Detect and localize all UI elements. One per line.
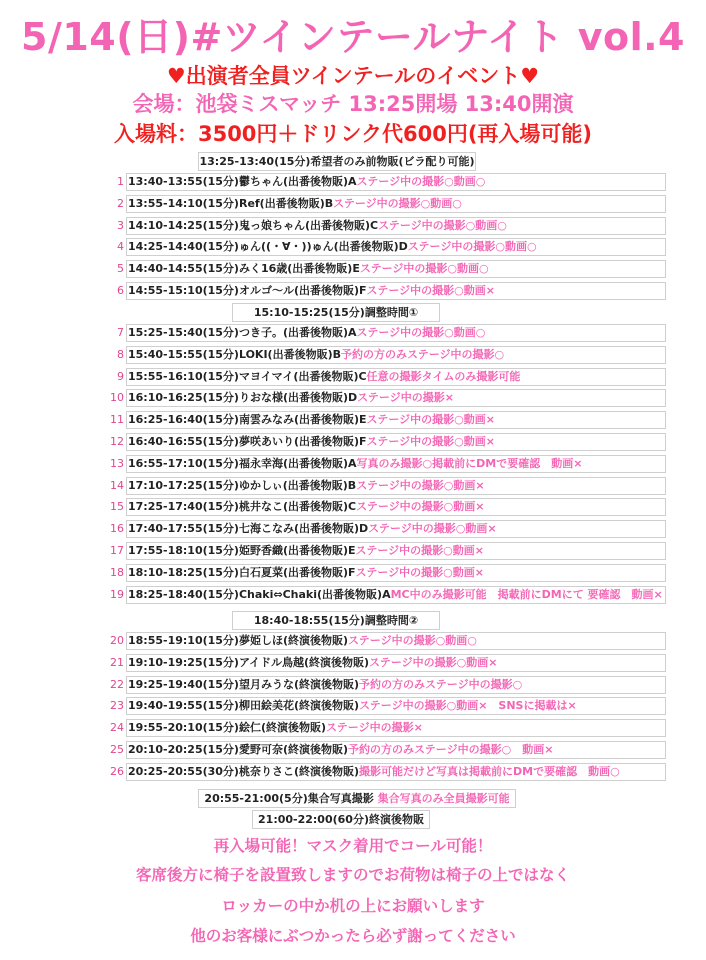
- slot-text: [128, 741, 553, 759]
- photo-policy: 予約の方のみステージ中の撮影○: [341, 347, 505, 361]
- performer-name: 南雲みなみ(出番後物販)E: [238, 413, 367, 427]
- schedule-row: [0, 632, 706, 650]
- slot-time: 19:10-19:25(15分): [128, 655, 239, 669]
- performer-name: ゆかしぃ(出番後物販)B: [238, 478, 357, 492]
- adjust-time-1: 15:10-15:25(15分)調整時間①: [232, 303, 440, 322]
- slot-time: 16:55-17:10(15分): [128, 456, 239, 470]
- slot-text: [128, 324, 485, 342]
- performer-name: ゅん((・∀・))ゅん(出番後物販)D: [238, 240, 408, 254]
- slot-text: [128, 498, 484, 516]
- footer-line-1: 再入場可能！マスク着用でコール可能！: [213, 837, 493, 855]
- schedule-row: [0, 676, 706, 694]
- performer-name: 鬼っ娘ちゃん(出番後物販)C: [238, 218, 379, 232]
- slot-text: [128, 520, 497, 538]
- schedule-row: [0, 324, 706, 342]
- slot-number: 5: [117, 262, 124, 276]
- performer-name: みく16歳(出番後物販)E: [238, 262, 360, 276]
- venue-info: 会場：池袋ミスマッチ 13:25開場 13:40開演: [132, 92, 574, 116]
- slot-text: [128, 433, 495, 451]
- schedule-row: [0, 477, 706, 495]
- slot-time: 15:25-15:40(15分): [128, 326, 239, 339]
- footer-line-3: ロッカーの中か机の上にお願いします: [221, 897, 485, 915]
- slot-time: 19:55-20:10(15分): [128, 721, 239, 735]
- performer-name: Ref(出番後物販)B: [238, 196, 334, 210]
- photo-policy: 撮影可能だけど写真は掲載前にDMで要確認 動画○: [359, 764, 620, 778]
- schedule-row: [0, 368, 706, 386]
- event-title: 5/14(日)#ツインテールナイト vol.4: [21, 15, 685, 59]
- group-photo-time: 20:55-21:00(5分)集合写真撮影: [204, 792, 374, 805]
- slot-number: 1: [117, 175, 124, 188]
- slot-text: [128, 195, 462, 213]
- performer-name: 夢咲あいり(出番後物販)F: [238, 435, 367, 448]
- slot-text: [128, 173, 485, 191]
- adjust-time-2: 18:40-18:55(15分)調整時間②: [232, 611, 440, 630]
- performer-name: 望月みうな(終演後物販): [238, 677, 360, 691]
- slot-number: 13: [110, 456, 124, 470]
- slot-time: 14:25-14:40(15分): [128, 240, 239, 254]
- slot-text: [128, 632, 477, 650]
- slot-number: 18: [110, 565, 124, 579]
- photo-policy: ステージ中の撮影○動画○: [348, 634, 477, 647]
- slot-number: 17: [110, 544, 124, 557]
- performer-name: 桃奈りさこ(終演後物販): [238, 764, 360, 778]
- slot-time: 19:40-19:55(15分): [128, 699, 239, 713]
- photo-policy: ステージ中の撮影○動画×: [355, 544, 484, 557]
- event-subtitle: ♥出演者全員ツインテールのイベント♥: [166, 64, 540, 88]
- slot-number: 9: [117, 369, 124, 383]
- schedule-row: [0, 719, 706, 737]
- slot-time: 15:55-16:10(15分): [128, 369, 239, 383]
- photo-policy: ステージ中の撮影○動画×: [366, 284, 495, 297]
- slot-text: [128, 697, 577, 715]
- photo-policy: 写真のみ撮影○掲載前にDMで要確認 動画×: [356, 456, 583, 470]
- schedule-row: [0, 433, 706, 451]
- schedule-row: [0, 741, 706, 759]
- schedule-row: [0, 260, 706, 278]
- slot-text: [128, 477, 485, 495]
- photo-policy: ステージ中の撮影○動画×: [368, 522, 497, 536]
- schedule-row: [0, 586, 706, 604]
- slot-number: 4: [117, 240, 124, 254]
- slot-number: 16: [110, 522, 124, 536]
- slot-time: 17:25-17:40(15分): [128, 500, 239, 514]
- group-photo-note: 集合写真のみ全員撮影可能: [377, 792, 510, 805]
- performer-name: 白石夏菜(出番後物販)F: [238, 565, 356, 579]
- slot-number: 6: [117, 284, 124, 297]
- slot-text: [128, 719, 423, 737]
- performer-name: 愛野可奈(終演後物販): [238, 743, 349, 756]
- slot-text: [128, 586, 663, 604]
- performer-name: 鬱ちゃん(出番後物販)A: [238, 175, 357, 188]
- photo-policy: ステージ中の撮影○動画×: [366, 435, 495, 448]
- slot-text: [128, 455, 582, 473]
- slot-text: [128, 389, 454, 407]
- slot-text: [128, 282, 495, 300]
- photo-policy: ステージ中の撮影○動画×: [369, 655, 498, 669]
- slot-time: 16:25-16:40(15分): [128, 413, 239, 427]
- footer-line-4: 他のお客様にぶつかったら必ず謝ってください: [190, 927, 516, 945]
- post-sale-slot: 21:00-22:00(60分)終演後物販: [252, 810, 430, 829]
- schedule-row: [0, 763, 706, 781]
- slot-text: [128, 260, 489, 278]
- performer-name: 桃井なこ(出番後物販)C: [238, 500, 357, 514]
- slot-number: 7: [117, 326, 124, 339]
- slot-text: [128, 654, 497, 672]
- slot-text: [128, 411, 495, 429]
- schedule-row: [0, 346, 706, 364]
- schedule-row: [0, 282, 706, 300]
- schedule-row: [0, 173, 706, 191]
- slot-number: 22: [110, 677, 124, 691]
- slot-number: 24: [110, 721, 124, 735]
- slot-time: 18:10-18:25(15分): [128, 565, 239, 579]
- photo-policy: ステージ中の撮影○動画×: [356, 500, 485, 514]
- slot-time: 13:55-14:10(15分): [128, 196, 239, 210]
- photo-policy: ステージ中の撮影×: [326, 721, 423, 735]
- schedule-row: [0, 411, 706, 429]
- slot-time: 20:10-20:25(15分): [128, 743, 239, 756]
- photo-policy: 予約の方のみステージ中の撮影○ 動画×: [348, 743, 554, 756]
- photo-policy: ステージ中の撮影○動画○: [333, 196, 462, 210]
- schedule-row: [0, 697, 706, 715]
- slot-time: 13:40-13:55(15分): [128, 175, 239, 188]
- slot-time: 17:10-17:25(15分): [128, 478, 239, 492]
- photo-policy: ステージ中の撮影○動画○: [407, 240, 537, 254]
- photo-policy: ステージ中の撮影○動画○: [356, 175, 486, 188]
- performer-name: マヨイマイ(出番後物販)C: [238, 369, 367, 383]
- photo-policy: ステージ中の撮影×: [357, 391, 454, 405]
- slot-number: 12: [110, 435, 124, 448]
- slot-text: [128, 368, 520, 386]
- slot-time: 17:40-17:55(15分): [128, 522, 239, 536]
- slot-time: 14:40-14:55(15分): [128, 262, 239, 276]
- performer-name: 夢姫しほ(終演後物販): [238, 634, 349, 647]
- slot-number: 3: [117, 218, 124, 232]
- performer-name: LOKI(出番後物販)B: [238, 347, 341, 361]
- schedule-row: [0, 520, 706, 538]
- schedule-row: [0, 498, 706, 516]
- slot-text: [128, 346, 504, 364]
- performer-name: Chaki⇔Chaki(出番後物販)A: [238, 587, 391, 601]
- photo-policy: ステージ中の撮影○動画×: [366, 413, 495, 427]
- slot-time: 14:10-14:25(15分): [128, 218, 239, 232]
- photo-policy: ステージ中の撮影○動画×: [356, 478, 485, 492]
- performer-name: 福永幸海(出番後物販)A: [238, 456, 357, 470]
- schedule-row: [0, 654, 706, 672]
- performer-name: オルゴ〜ル(出番後物販)F: [238, 284, 367, 297]
- slot-time: 18:55-19:10(15分): [128, 634, 239, 647]
- slot-number: 21: [110, 655, 124, 669]
- slot-time: 14:55-15:10(15分): [128, 284, 239, 297]
- photo-policy: MC中のみ撮影可能 掲載前にDMにて 要確認 動画×: [390, 587, 663, 601]
- slot-number: 2: [117, 196, 124, 210]
- pre-sale-slot: 13:25-13:40(15分)希望者のみ前物販(ビラ配り可能): [198, 152, 476, 171]
- footer-line-2: 客席後方に椅子を設置致しますのでお荷物は椅子の上ではなく: [135, 866, 570, 884]
- slot-text: [128, 238, 537, 256]
- performer-name: 姫野香織(出番後物販)E: [238, 544, 356, 557]
- performer-name: つき子。(出番後物販)A: [238, 326, 357, 339]
- slot-number: 23: [110, 699, 124, 713]
- performer-name: アイドル鳥越(終演後物販): [238, 655, 370, 669]
- schedule-row: [0, 542, 706, 560]
- slot-number: 19: [110, 587, 124, 601]
- slot-text: [128, 542, 484, 560]
- slot-time: 20:25-20:55(30分): [128, 764, 239, 778]
- slot-text: [128, 564, 484, 582]
- photo-policy: ステージ中の撮影○動画×: [355, 565, 484, 579]
- performer-name: 絵仁(終演後物販): [238, 721, 327, 735]
- photo-policy: ステージ中の撮影○動画○: [356, 326, 486, 339]
- slot-time: 16:40-16:55(15分): [128, 435, 239, 448]
- photo-policy: ステージ中の撮影○動画○: [359, 262, 489, 276]
- schedule-row: [0, 217, 706, 235]
- schedule-row: [0, 564, 706, 582]
- photo-policy: 任意の撮影タイムのみ撮影可能: [366, 369, 521, 383]
- schedule-row: [0, 238, 706, 256]
- slot-time: 16:10-16:25(15分): [128, 391, 239, 405]
- slot-number: 15: [110, 500, 124, 514]
- photo-policy: 予約の方のみステージ中の撮影○: [359, 677, 523, 691]
- slot-time: 17:55-18:10(15分): [128, 544, 239, 557]
- slot-number: 10: [110, 391, 124, 405]
- slot-time: 19:25-19:40(15分): [128, 677, 239, 691]
- schedule-row: [0, 389, 706, 407]
- slot-number: 20: [110, 634, 124, 647]
- slot-number: 26: [110, 764, 124, 778]
- slot-text: [128, 217, 507, 235]
- slot-time: 15:40-15:55(15分): [128, 347, 239, 361]
- schedule-row: [0, 455, 706, 473]
- slot-text: [128, 676, 522, 694]
- schedule-row: [0, 195, 706, 213]
- slot-number: 25: [110, 743, 124, 756]
- slot-number: 8: [117, 347, 124, 361]
- photo-policy: ステージ中の撮影○動画○: [378, 218, 507, 232]
- performer-name: りおな様(出番後物販)D: [238, 391, 358, 405]
- slot-text: [128, 763, 620, 781]
- admission-fee: 入場料：3500円＋ドリンク代600円(再入場可能): [113, 122, 593, 146]
- slot-time: 18:25-18:40(15分): [128, 587, 239, 601]
- slot-number: 14: [110, 478, 124, 492]
- performer-name: 柳田絵美花(終演後物販): [238, 699, 360, 713]
- performer-name: 七海こなみ(出番後物販)D: [238, 522, 369, 536]
- slot-number: 11: [110, 413, 124, 427]
- photo-policy: ステージ中の撮影○動画× SNSに掲載は×: [359, 699, 577, 713]
- group-photo-slot: [198, 789, 516, 808]
